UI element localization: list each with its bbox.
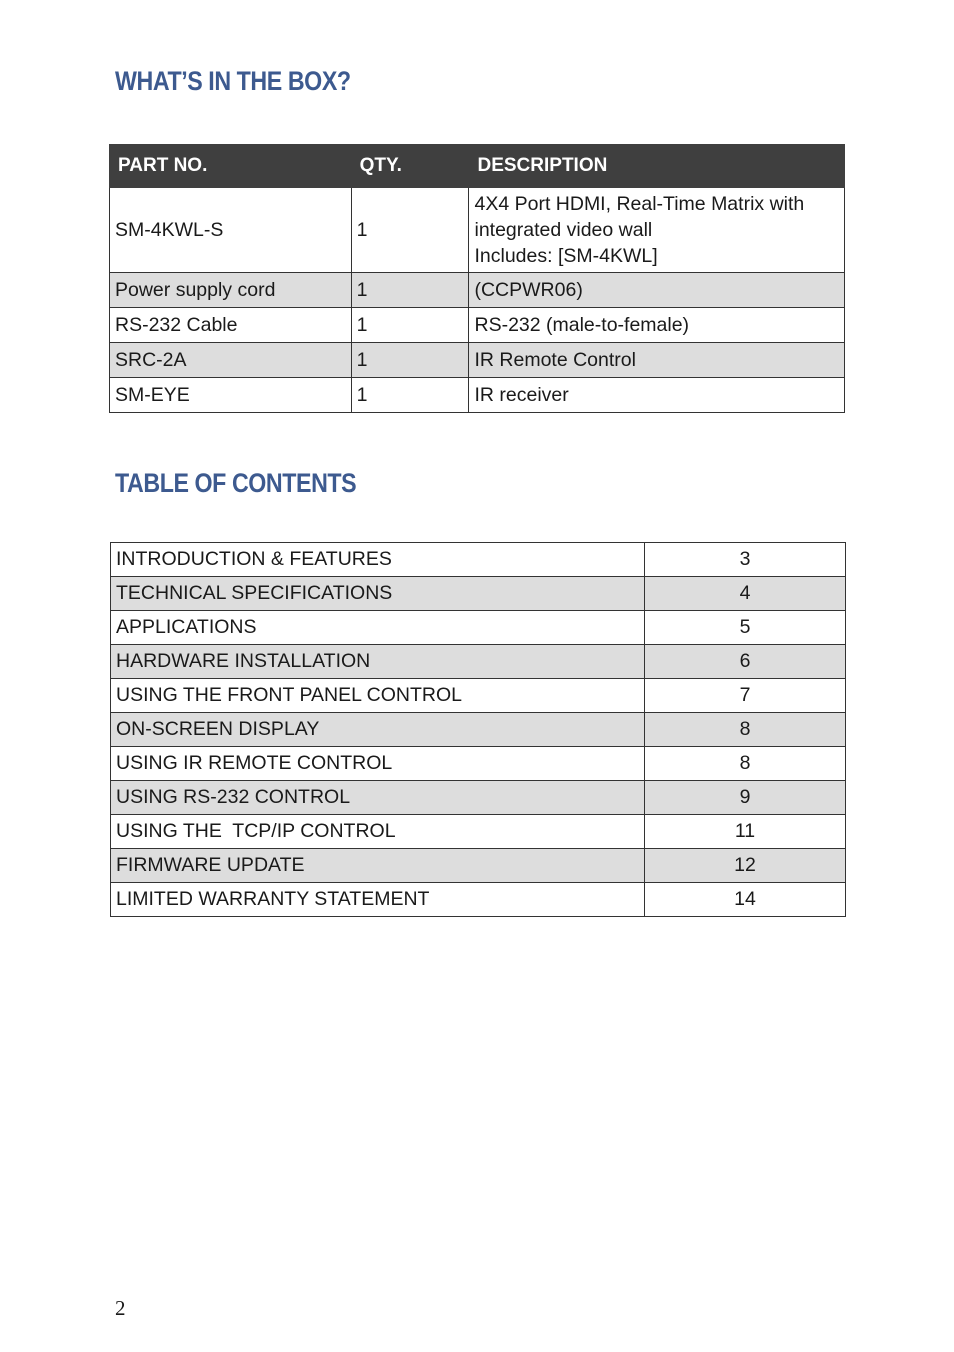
part-no-cell: Power supply cord: [110, 273, 352, 308]
toc-entry-title: HARDWARE INSTALLATION: [111, 645, 645, 679]
table-row: [110, 343, 845, 378]
qty-cell: 1: [351, 273, 469, 308]
description-line: Includes: [SM-4KWL]: [474, 245, 658, 267]
toc-row: [111, 713, 846, 747]
table-row: [110, 378, 845, 413]
description-line: 4X4 Port HDMI, Real-Time Matrix with: [474, 193, 805, 215]
toc-entry-page: 7: [645, 679, 846, 713]
toc-entry-page: 3: [645, 543, 846, 577]
table-row: [110, 273, 845, 308]
toc-row: [111, 645, 846, 679]
qty-cell: 1: [351, 188, 469, 273]
table-of-contents: [110, 542, 846, 917]
toc-entry-title: ON-SCREEN DISPLAY: [111, 713, 645, 747]
toc-entry-title: LIMITED WARRANTY STATEMENT: [111, 883, 645, 917]
toc-entry-title: TECHNICAL SPECIFICATIONS: [111, 577, 645, 611]
toc-row: [111, 781, 846, 815]
toc-row: [111, 849, 846, 883]
table-of-contents-heading: TABLE OF CONTENTS: [115, 468, 357, 498]
table-header-row: [110, 145, 845, 188]
table-row: [110, 308, 845, 343]
toc-entry-title: USING THE TCP/IP CONTROL: [111, 815, 645, 849]
description-cell: IR Remote Control: [469, 343, 845, 378]
description-line: integrated video wall: [474, 219, 653, 241]
qty-cell: 1: [351, 308, 469, 343]
description-cell: [469, 188, 845, 273]
toc-entry-title: APPLICATIONS: [111, 611, 645, 645]
part-no-cell: SRC-2A: [110, 343, 352, 378]
part-no-cell: RS-232 Cable: [110, 308, 352, 343]
toc-entry-title: USING RS-232 CONTROL: [111, 781, 645, 815]
toc-entry-page: 6: [645, 645, 846, 679]
toc-entry-page: 12: [645, 849, 846, 883]
toc-entry-title: FIRMWARE UPDATE: [111, 849, 645, 883]
description-cell: (CCPWR06): [469, 273, 845, 308]
table-row: [110, 188, 845, 273]
toc-row: [111, 611, 846, 645]
toc-entry-page: 8: [645, 713, 846, 747]
qty-cell: 1: [351, 378, 469, 413]
toc-entry-page: 4: [645, 577, 846, 611]
toc-row: [111, 747, 846, 781]
column-header-part-no: PART NO.: [110, 145, 352, 188]
part-no-cell: SM-4KWL-S: [110, 188, 352, 273]
page-number: 2: [115, 1296, 126, 1320]
toc-row: [111, 543, 846, 577]
toc-row: [111, 577, 846, 611]
box-contents-heading: WHAT’S IN THE BOX?: [115, 66, 351, 96]
toc-row: [111, 815, 846, 849]
toc-entry-page: 8: [645, 747, 846, 781]
qty-cell: 1: [351, 343, 469, 378]
box-contents-table: [109, 144, 845, 413]
part-no-cell: SM-EYE: [110, 378, 352, 413]
toc-row: [111, 883, 846, 917]
toc-entry-page: 9: [645, 781, 846, 815]
toc-entry-title: USING IR REMOTE CONTROL: [111, 747, 645, 781]
column-header-qty: QTY.: [351, 145, 469, 188]
toc-row: [111, 679, 846, 713]
toc-entry-page: 14: [645, 883, 846, 917]
description-cell: RS-232 (male-to-female): [469, 308, 845, 343]
description-cell: IR receiver: [469, 378, 845, 413]
toc-entry-page: 11: [645, 815, 846, 849]
column-header-description: DESCRIPTION: [469, 145, 845, 188]
toc-entry-page: 5: [645, 611, 846, 645]
toc-entry-title: INTRODUCTION & FEATURES: [111, 543, 645, 577]
toc-entry-title: USING THE FRONT PANEL CONTROL: [111, 679, 645, 713]
